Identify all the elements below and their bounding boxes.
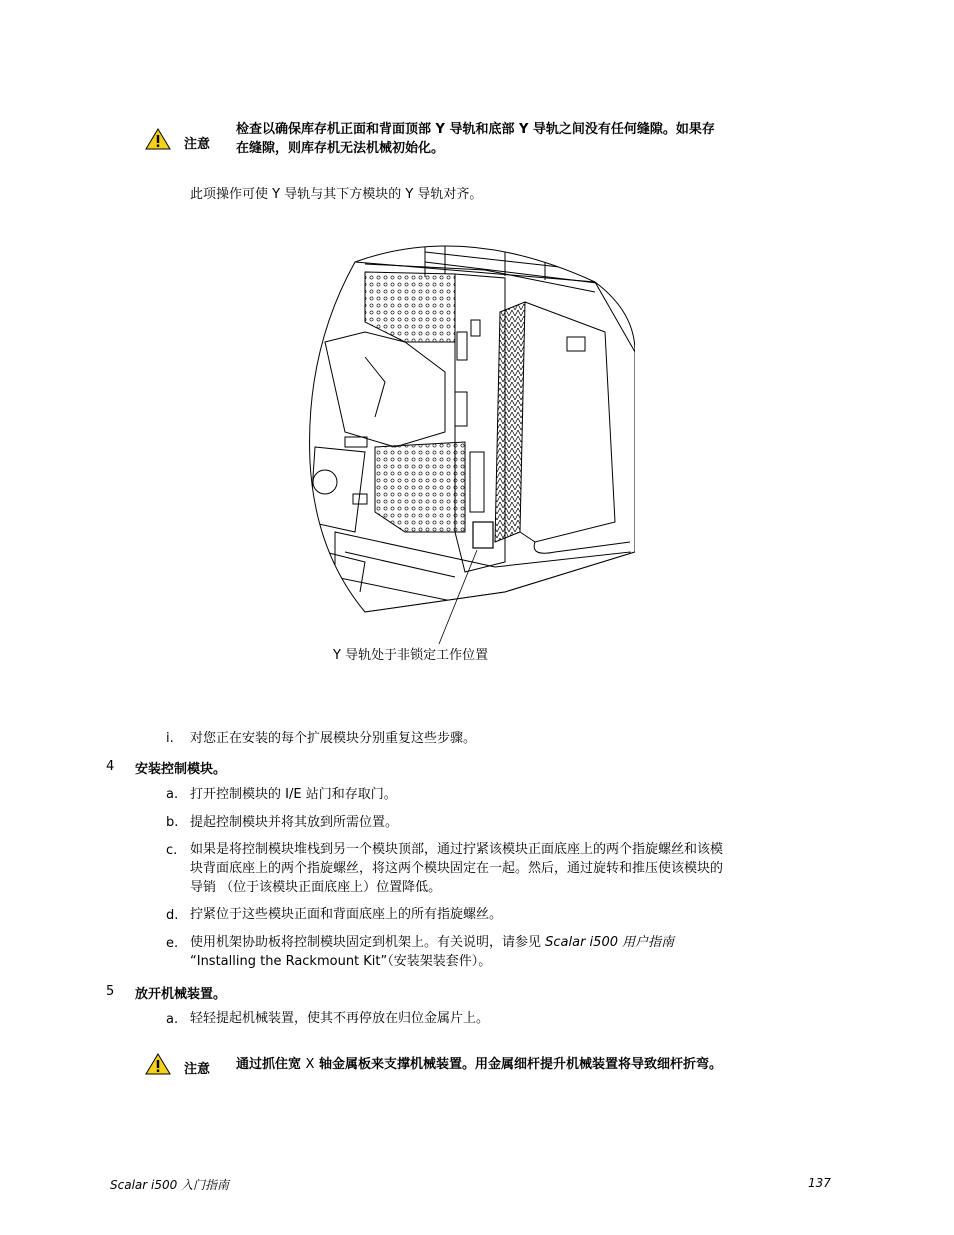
manual-reference-link[interactable]: Scalar i500 用户指南 <box>545 935 675 950</box>
note-text-line: 检查以确保库存机正面和背面顶部 Y 导轨和底部 Y 导轨之间没有任何缝隙。如果存 <box>236 122 715 137</box>
step-number: 4 <box>106 759 115 774</box>
list-marker: a. <box>166 787 179 802</box>
list-marker: i. <box>166 731 174 746</box>
list-marker: b. <box>166 815 179 830</box>
footer-title: Scalar i500 入门指南 <box>110 1178 230 1192</box>
list-marker: e. <box>166 936 179 951</box>
list-item-text <box>190 840 723 897</box>
step-title: 放开机械装置。 <box>135 987 227 1002</box>
list-item-line: 导销 （位于该模块正面底座上）位置降低。 <box>190 880 442 895</box>
note-text-part: 轴金属板来支撑机械装置。用金属细杆提升机械装置将导致细杆折弯。 <box>314 1057 722 1072</box>
note-text <box>236 1055 722 1074</box>
note-label: 注意 <box>184 1062 211 1077</box>
list-marker: c. <box>166 843 178 858</box>
note-text <box>236 120 715 158</box>
intro-paragraph: 此项操作可使 Y 导轨与其下方模块的 Y 导轨对齐。 <box>190 187 483 202</box>
note-label: 注意 <box>184 137 211 152</box>
note-text-part: 通过抓住宽 <box>236 1057 306 1072</box>
figure-caption: Y 导轨处于非锁定工作位置 <box>333 648 489 663</box>
list-item-text: 拧紧位于这些模块正面和背面底座上的所有指旋螺丝。 <box>190 907 503 922</box>
list-item-text: 轻轻提起机械装置，使其不再停放在归位金属片上。 <box>190 1011 490 1026</box>
list-item-text: 打开控制模块的 I/E 站门和存取门。 <box>190 787 397 802</box>
list-item-text: 提起控制模块并将其放到所需位置。 <box>190 815 399 830</box>
y-rail-figure <box>305 232 635 672</box>
list-item-text-part: 使用机架协助板将控制模块固定到机架上。有关说明，请参见 <box>190 935 546 950</box>
list-marker: d. <box>166 908 179 923</box>
list-item-line: 块背面底座上的两个指旋螺丝，将这两个模块固定在一起。然后，通过旋转和推压使该模块的 <box>190 861 724 876</box>
step-number: 5 <box>106 984 115 999</box>
note-text-part: X <box>305 1057 315 1072</box>
list-item-text: 对您正在安装的每个扩展模块分别重复这些步骤。 <box>190 731 477 746</box>
step-title: 安装控制模块。 <box>135 762 227 777</box>
list-item-line <box>190 933 674 952</box>
page-number: 137 <box>808 1176 831 1190</box>
list-item-line: 如果是将控制模块堆栈到另一个模块顶部，通过拧紧该模块正面底座上的两个指旋螺丝和该模 <box>190 842 724 857</box>
list-item-text <box>190 933 674 971</box>
note-text-line: 在缝隙，则库存机无法机械初始化。 <box>236 141 445 156</box>
warning-icon <box>144 127 172 151</box>
list-marker: a. <box>166 1012 179 1027</box>
list-item-line: “Installing the Rackmount Kit”（安装架装套件）。 <box>190 954 492 969</box>
warning-icon <box>144 1052 172 1076</box>
